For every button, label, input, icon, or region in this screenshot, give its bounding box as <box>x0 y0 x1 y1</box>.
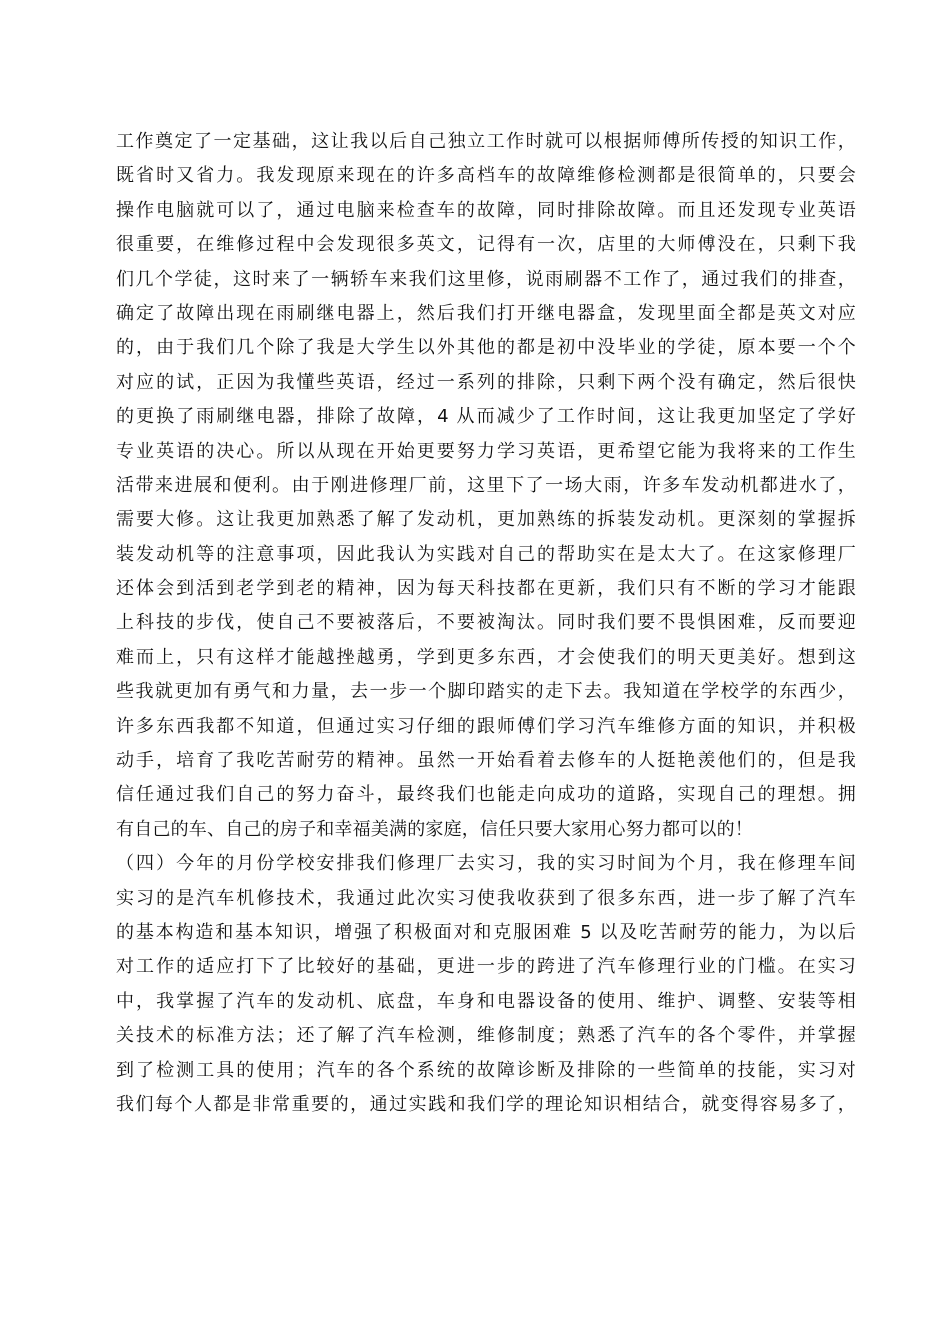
text-line: 们几个学徒，这时来了一辆轿车来我们这里修，说雨刷器不工作了，通过我们的排查， <box>116 268 856 290</box>
text-line: 专业英语的决心。所以从现在开始更要努力学习英语，更希望它能为我将来的工作生 <box>116 440 856 462</box>
text-line: 装发动机等的注意事项，因此我认为实践对自己的帮助实在是太大了。在这家修理厂 <box>116 543 856 565</box>
text-line: 有自己的车、自己的房子和幸福美满的家庭，信任只要大家用心努力都可以的！ <box>116 818 753 840</box>
text-line: 的更换了雨刷继电器，排除了故障，4 从而减少了工作时间，这让我更加坚定了学好 <box>116 406 856 428</box>
body-text <box>116 125 856 1122</box>
text-line: 既省时又省力。我发现原来现在的许多高档车的故障维修检测都是很简单的，只要会 <box>116 165 856 187</box>
text-line: 关技术的标准方法；还了解了汽车检测，维修制度；熟悉了汽车的各个零件，并掌握 <box>116 1025 856 1047</box>
text-line: 信任通过我们自己的努力奋斗，最终我们也能走向成功的道路，实现自己的理想。拥 <box>116 784 856 806</box>
text-line: 许多东西我都不知道，但通过实习仔细的跟师傅们学习汽车维修方面的知识，并积极 <box>116 715 856 737</box>
text-line: 还体会到活到老学到老的精神，因为每天科技都在更新，我们只有不断的学习才能跟 <box>116 578 856 600</box>
text-line: 的基本构造和基本知识，增强了积极面对和克服困难 5 以及吃苦耐劳的能力，为以后 <box>116 921 856 943</box>
text-line: 很重要，在维修过程中会发现很多英文，记得有一次，店里的大师傅没在，只剩下我 <box>116 234 856 256</box>
text-line: 到了检测工具的使用；汽车的各个系统的故障诊断及排除的一些简单的技能，实习对 <box>116 1059 856 1081</box>
text-line: （四）今年的月份学校安排我们修理厂去实习，我的实习时间为个月，我在修理车间 <box>116 853 856 875</box>
text-line: 动手，培育了我吃苦耐劳的精神。虽然一开始看着去修车的人挺艳羡他们的，但是我 <box>116 750 856 772</box>
text-line: 上科技的步伐，使自己不要被落后，不要被淘汰。同时我们要不畏惧困难，反而要迎 <box>116 612 856 634</box>
text-line: 操作电脑就可以了，通过电脑来检查车的故障，同时排除故障。而且还发现专业英语 <box>116 199 856 221</box>
text-line: 活带来进展和便利。由于刚进修理厂前，这里下了一场大雨，许多车发动机都进水了， <box>116 474 856 496</box>
text-line: 的，由于我们几个除了我是大学生以外其他的都是初中没毕业的学徒，原本要一个个 <box>116 337 856 359</box>
text-line: 实习的是汽车机修技术，我通过此次实习使我收获到了很多东西，进一步了解了汽车 <box>116 887 856 909</box>
text-line: 工作奠定了一定基础，这让我以后自己独立工作时就可以根据师傅所传授的知识工作， <box>116 131 856 152</box>
text-line: 确定了故障出现在雨刷继电器上，然后我们打开继电器盒，发现里面全都是英文对应 <box>116 302 856 324</box>
text-line: 些我就更加有勇气和力量，去一步一个脚印踏实的走下去。我知道在学校学的东西少， <box>116 681 856 703</box>
text-line: 难而上，只有这样才能越挫越勇，学到更多东西，才会使我们的明天更美好。想到这 <box>116 646 856 668</box>
text-line: 我们每个人都是非常重要的，通过实践和我们学的理论知识相结合，就变得容易多了， <box>116 1093 856 1115</box>
text-line: 需要大修。这让我更加熟悉了解了发动机，更加熟练的拆装发动机。更深刻的掌握拆 <box>116 509 856 531</box>
text-line: 对应的试，正因为我懂些英语，经过一系列的排除，只剩下两个没有确定，然后很快 <box>116 371 856 393</box>
text-line: 中，我掌握了汽车的发动机、底盘，车身和电器设备的使用、维护、调整、安装等相 <box>116 990 856 1012</box>
text-line: 对工作的适应打下了比较好的基础，更进一步的跨进了汽车修理行业的门槛。在实习 <box>116 956 856 978</box>
